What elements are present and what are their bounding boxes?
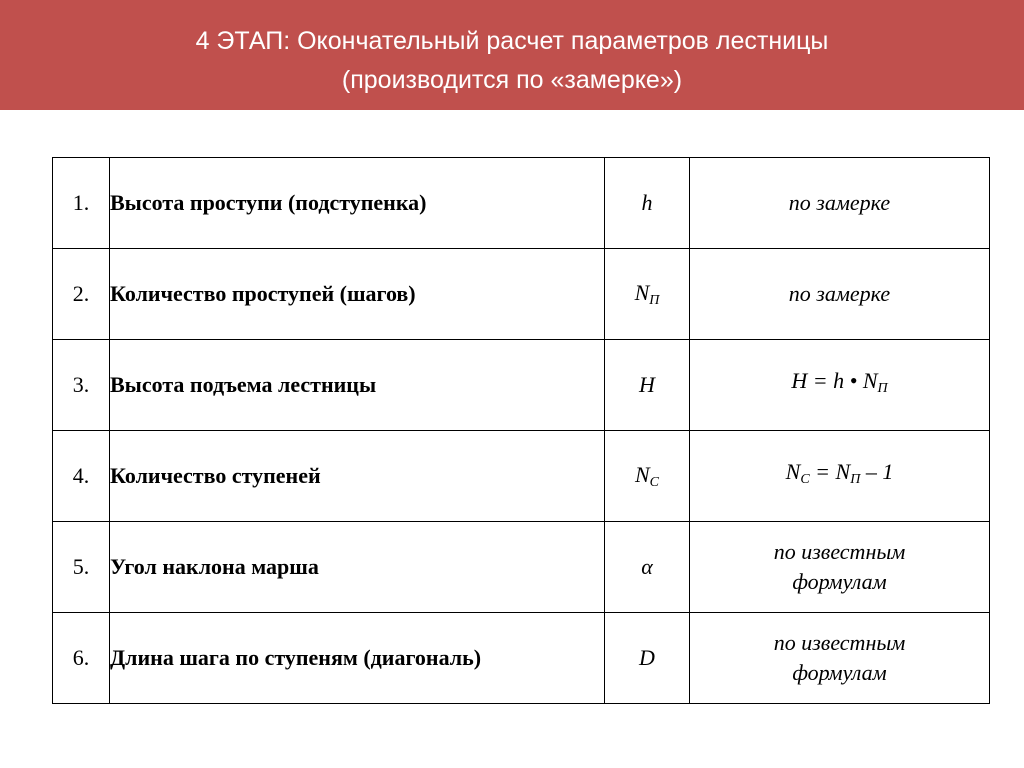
parameter-name: Высота проступи (подступенка) <box>110 158 605 249</box>
slide-title-line-2: (производится по «замерке») <box>341 66 683 94</box>
symbol-subscript: С <box>649 474 660 490</box>
row-number: 4. <box>53 431 110 522</box>
parameters-table <box>52 157 990 704</box>
parameter-symbol: $N_С$ <box>605 431 690 522</box>
parameter-name: Длина шага по ступеням (диагональ) <box>110 613 605 704</box>
symbol-subscript: П <box>649 292 660 308</box>
value-line: по замерке <box>788 281 891 306</box>
parameter-symbol: α <box>605 522 690 613</box>
value-line: по замерке <box>788 190 891 215</box>
row-number: 6. <box>53 613 110 704</box>
parameter-value <box>690 522 990 613</box>
slide-title-line-1: 4 ЭТАП: Окончательный расчет параметров лестницы <box>195 27 829 55</box>
parameter-value <box>690 249 990 340</box>
value-line: H = h • $N_П$ <box>791 368 888 396</box>
slide-header <box>0 0 1024 110</box>
table-row <box>53 249 990 340</box>
value-line: по известным <box>773 630 906 655</box>
value-line: формулам <box>792 660 887 685</box>
value-line: по известным <box>773 539 906 564</box>
parameter-symbol: h <box>605 158 690 249</box>
parameter-name: Количество ступеней <box>110 431 605 522</box>
parameter-name: Угол наклона марша <box>110 522 605 613</box>
table-row <box>53 340 990 431</box>
parameter-value <box>690 340 990 431</box>
row-number: 2. <box>53 249 110 340</box>
parameters-table-body <box>53 158 990 704</box>
table-row <box>53 522 990 613</box>
parameter-name: Высота подъема лестницы <box>110 340 605 431</box>
value-line: формулам <box>792 569 887 594</box>
parameter-symbol: $N_П$ <box>605 249 690 340</box>
parameter-value <box>690 431 990 522</box>
parameter-value <box>690 613 990 704</box>
row-number: 5. <box>53 522 110 613</box>
table-row <box>53 431 990 522</box>
row-number: 1. <box>53 158 110 249</box>
value-line: $N_С = N_П - 1$ <box>785 459 894 487</box>
parameter-value <box>690 158 990 249</box>
parameter-symbol: D <box>605 613 690 704</box>
table-row <box>53 613 990 704</box>
parameter-symbol: H <box>605 340 690 431</box>
table-row <box>53 158 990 249</box>
parameter-name: Количество проступей (шагов) <box>110 249 605 340</box>
row-number: 3. <box>53 340 110 431</box>
